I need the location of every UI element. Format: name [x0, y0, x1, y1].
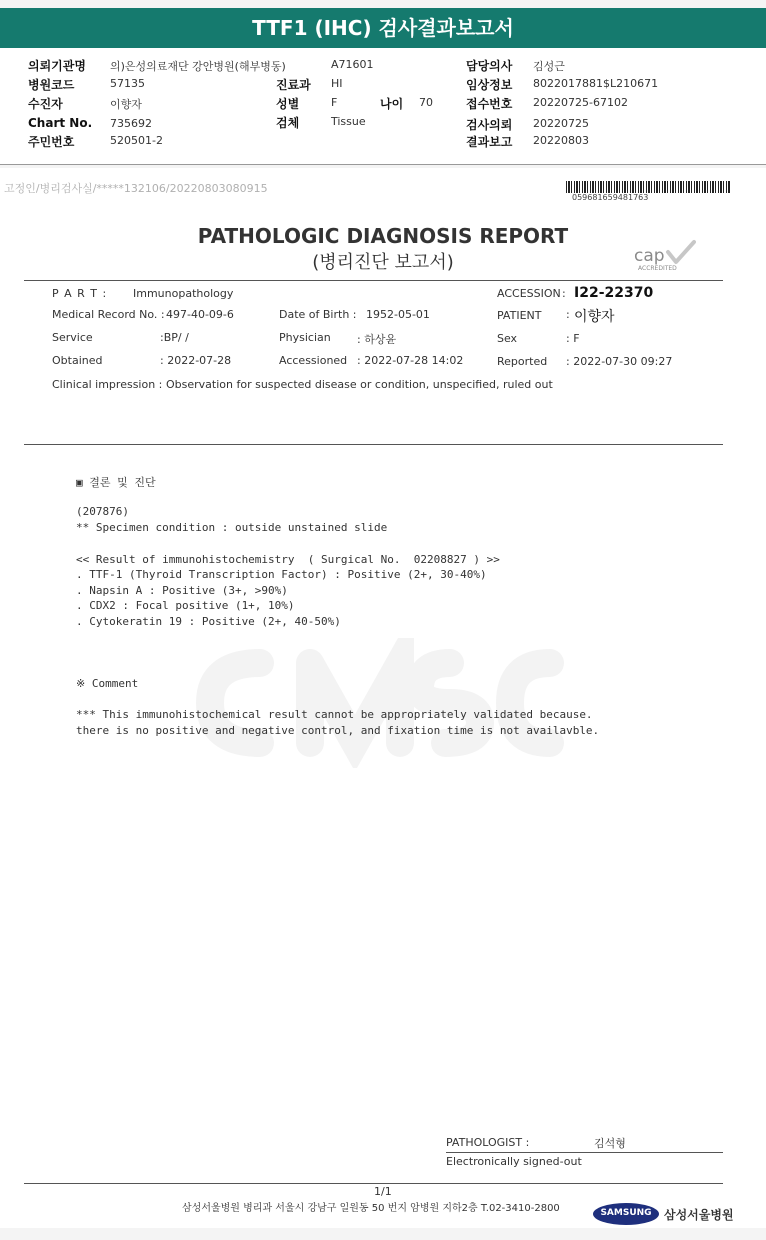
result-date-value: 20220803	[533, 134, 589, 147]
reported-value: : 2022-07-30 09:27	[566, 355, 673, 368]
doctor-label: 담당의사	[466, 59, 513, 73]
institution-value: 의)은성의료재단 강안병원(해부병동)	[110, 60, 286, 73]
service-label: Service	[52, 331, 93, 344]
specimen-value: Tissue	[331, 115, 366, 128]
hospital-code-value: 57135	[110, 77, 145, 90]
clinical-impression-label: Clinical impression :	[52, 378, 163, 391]
body-line-1: (207876)	[76, 505, 129, 518]
part-label: P A R T :	[52, 287, 108, 300]
section-title: ▣ 결론 및 진단	[76, 476, 156, 489]
dob-label: Date of Birth :	[279, 308, 357, 321]
part-value: Immunopathology	[133, 287, 234, 300]
hospital-code-label: 병원코드	[28, 78, 75, 92]
page-number: 1/1	[374, 1185, 392, 1198]
report-sheet: 고정인/병리검사실/*****132106/20220803080915 059681659481763 PATHOLOGIC DIAGNOSIS REPORT (병리진단 보고서) cap ACCREDITED P A R T : Immunopathology ACCESSION : I22-22370 Medical Record No. : 497-40-09-6 Date of Birth : 1952-05-01 PATIENT : 이향자 Service :BP/ / Physician : 하상윤 Sex : F Obtained : 2022-07-28 Accessioned : 2022-07-28 14:02 Reported : 2022-07-30 09:27 Clinical impression : Observation for suspected disease or condition, unspecified, ruled out ▣ 결론 및 진단 (207876) ** Specimen condition : outside unstained slide << Result of immunohistochemistry ( Surgical No. 02208827 ) >> . TTF-1 (Thyroid Transcription Factor) : Positive (2+, 30-40%) . Napsin A : Positive (3+, >90%) . CDX2 : Focal positive (1+, 10%) . Cytokeratin 19 : Positive (2+, 40-50%) ※ Comment *** This immunohistochemical result cannot be appropriately validated because. there is no positive and negative control, and fixation time is not availavble. PATHOLOGIST : 김석형 Electronically signed-out 1/1 삼성서울병원 병리과 서울시 강남구 일원동 50 번지 암병원 지하2층 T.02-3410-2800 SAMSUNG 삼성서울병원	[0, 168, 766, 1228]
pathologist-name: 김석형	[594, 1137, 626, 1150]
receipt-no-value: 20220725-67102	[533, 96, 628, 109]
report-subtitle: (병리진단 보고서)	[312, 252, 454, 273]
footer-rule	[24, 1183, 723, 1184]
body-line-5: . Napsin A : Positive (3+, >90%)	[76, 584, 288, 597]
dob-value: 1952-05-01	[366, 308, 430, 321]
body-line-3: << Result of immunohistochemistry ( Surgical No. 02208827 ) >>	[76, 553, 500, 566]
resident-no-value: 520501-2	[110, 134, 163, 147]
request-date-label: 검사의뢰	[466, 118, 513, 132]
institution-code: A71601	[331, 58, 374, 71]
accessioned-value: : 2022-07-28 14:02	[357, 354, 464, 367]
accessioned-label: Accessioned	[279, 354, 348, 367]
clinical-impression-value: Observation for suspected disease or condition, unspecified, ruled out	[166, 378, 553, 391]
patient-label: PATIENT	[497, 309, 542, 322]
body-line-7: . Cytokeratin 19 : Positive (2+, 40-50%)	[76, 615, 341, 628]
resident-no-label: 주민번호	[28, 135, 75, 149]
body-line-6: . CDX2 : Focal positive (1+, 10%)	[76, 599, 295, 612]
examinee-label: 수진자	[28, 97, 63, 111]
samsung-logo	[593, 1203, 659, 1225]
clinical-info-label: 임상정보	[466, 78, 513, 92]
clinical-info-value: 8022017881$L210671	[533, 77, 659, 90]
signoff-rule	[446, 1152, 723, 1153]
sex-field-value: : F	[566, 332, 580, 345]
physician-label: Physician	[279, 331, 331, 344]
top-rule	[24, 280, 723, 281]
receipt-no-label: 접수번호	[466, 97, 513, 111]
watermark-graphic	[190, 638, 580, 768]
report-title: PATHOLOGIC DIAGNOSIS REPORT	[197, 224, 569, 248]
specimen-label: 검체	[276, 116, 300, 130]
body-line-2: ** Specimen condition : outside unstained slide	[76, 521, 388, 534]
age-label: 나이	[380, 97, 404, 111]
institution-label: 의뢰기관명	[28, 59, 86, 73]
age-value: 70	[419, 96, 433, 109]
request-date-value: 20220725	[533, 117, 589, 130]
obtained-value: : 2022-07-28	[160, 354, 232, 367]
samsung-logo-text: SAMSUNG	[600, 1208, 652, 1218]
reported-label: Reported	[497, 355, 548, 368]
order-header	[0, 48, 766, 165]
mrn-label: Medical Record No. :	[52, 308, 165, 321]
barcode-number: 059681659481763	[572, 193, 649, 202]
print-trace: 고정인/병리검사실/*****132106/20220803080915	[4, 182, 268, 195]
cap-sub-text: ACCREDITED	[638, 265, 677, 272]
accession-label: ACCESSION	[497, 287, 561, 300]
mid-rule	[24, 444, 723, 445]
banner-title: TTF1 (IHC) 검사결과보고서	[252, 16, 514, 40]
accession-value: I22-22370	[574, 285, 654, 301]
signed-out-text: Electronically signed-out	[446, 1155, 582, 1168]
cap-accredited-logo	[632, 238, 696, 272]
hospital-name: 삼성서울병원	[664, 1208, 734, 1222]
physician-value: : 하상윤	[357, 333, 397, 346]
comment-line-1: *** This immunohistochemical result cannot be appropriately validated because.	[76, 708, 593, 721]
cap-text: cap	[634, 246, 665, 266]
chart-no-value: 735692	[110, 117, 152, 130]
result-date-label: 결과보고	[466, 135, 513, 149]
barcode-image	[566, 181, 730, 193]
dept-label: 진료과	[276, 78, 311, 92]
sex-value: F	[331, 96, 338, 109]
service-value: :BP/ /	[160, 331, 189, 344]
body-line-4: . TTF-1 (Thyroid Transcription Factor) : Positive (2+, 30-40%)	[76, 568, 487, 581]
footer-address: 삼성서울병원 병리과 서울시 강남구 일원동 50 번지 암병원 지하2층 T.02-3410-2800	[182, 1203, 560, 1214]
chart-no-label: Chart No.	[28, 116, 93, 130]
obtained-label: Obtained	[52, 354, 103, 367]
mrn-value: 497-40-09-6	[166, 308, 234, 321]
patient-value: 이향자	[574, 309, 615, 325]
report-banner	[0, 8, 766, 48]
dept-value: HI	[331, 77, 343, 90]
sex-label: 성별	[276, 97, 300, 111]
sex-field-label: Sex	[497, 332, 518, 345]
examinee-value: 이향자	[110, 98, 142, 111]
pathologist-label: PATHOLOGIST :	[446, 1136, 530, 1149]
comment-line-2: there is no positive and negative control, and fixation time is not availavble.	[76, 724, 600, 737]
doctor-value: 김성근	[533, 60, 565, 73]
comment-title: ※ Comment	[76, 677, 139, 690]
